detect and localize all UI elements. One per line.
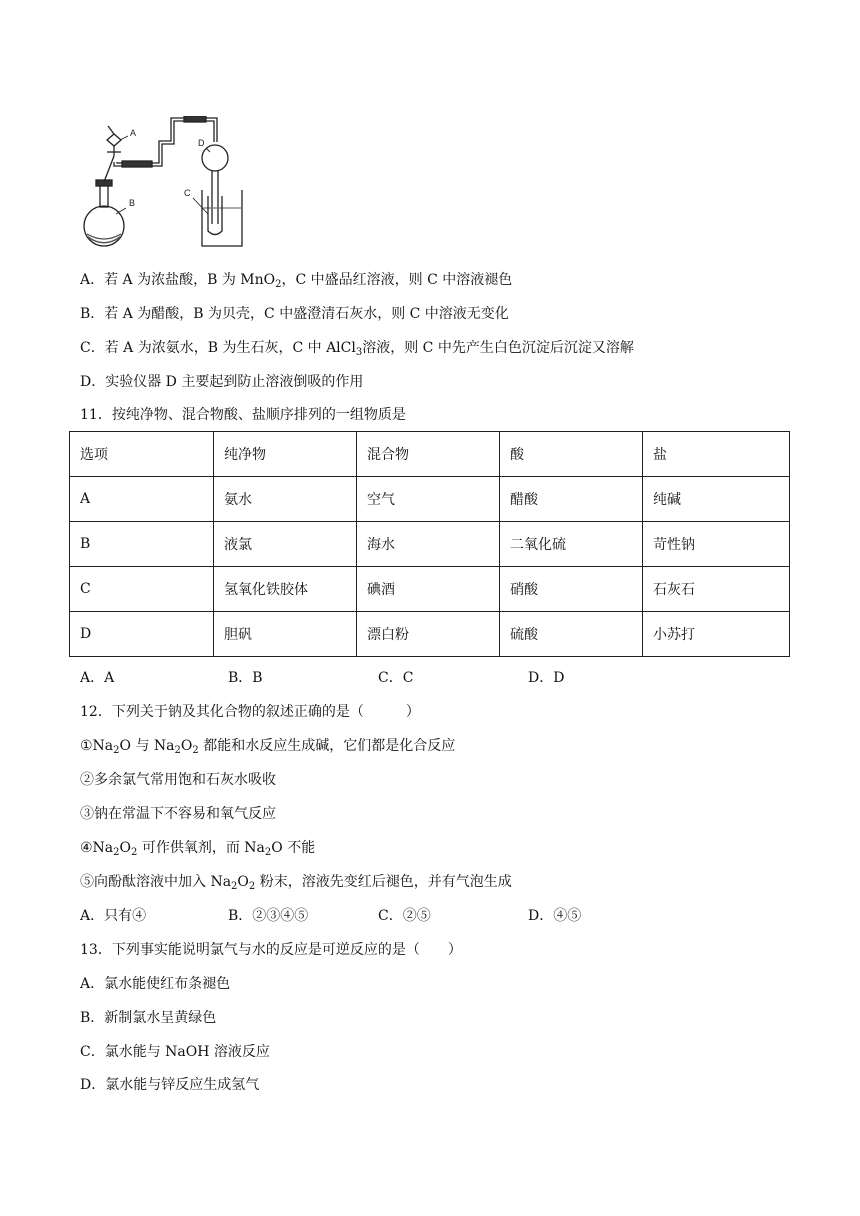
q10-option-c: C．若 A 为浓氨水，B 为生石灰，C 中 AlCl$_3$溶液，则 C 中先产生白色沉淀后沉淀又溶解 (80, 340, 634, 358)
figure-label-a: A (130, 128, 137, 138)
q10-option-d: D．实验仪器 D 主要起到防止溶液倒吸的作用 (80, 374, 364, 390)
table-row (70, 522, 790, 567)
q11-answer-b: B．B (228, 670, 263, 686)
table-cell: 石灰石 (643, 567, 790, 612)
bulb-d (202, 145, 228, 171)
table-cell: 碘酒 (357, 567, 500, 612)
table-header-cell: 选项 (70, 432, 214, 477)
q13-option-a: A．氯水能使红布条褪色 (80, 976, 231, 992)
table-cell: D (70, 612, 214, 657)
figure-label-d: D (198, 138, 205, 148)
q11-answer-a: A．A (80, 670, 115, 686)
table-cell: C (70, 567, 214, 612)
table-row (70, 612, 790, 657)
table-cell: 苛性钠 (643, 522, 790, 567)
funnel-a (107, 134, 121, 146)
q12-item-5: ⑤向酚酞溶液中加入 $Na_2O_2$ 粉末，溶液先变红后褪色，并有气泡生成 (80, 874, 512, 892)
table-cell: 漂白粉 (357, 612, 500, 657)
test-tube-c (208, 196, 222, 235)
table-header-cell: 盐 (643, 432, 790, 477)
table-header-row (70, 432, 790, 477)
table-cell: A (70, 477, 214, 522)
table-cell: 海水 (357, 522, 500, 567)
q11-stem: 11．按纯净物、混合物酸、盐顺序排列的一组物质是 (80, 407, 406, 423)
table-cell: 胆矾 (214, 612, 357, 657)
table-cell: B (70, 522, 214, 567)
table-cell: 硝酸 (500, 567, 643, 612)
table-cell: 空气 (357, 477, 500, 522)
table-cell: 氨水 (214, 477, 357, 522)
flask-b-sediment (87, 234, 121, 239)
q13-option-b: B．新制氯水呈黄绿色 (80, 1010, 217, 1026)
table-row (70, 477, 790, 522)
q12-item-2: ②多余氯气常用饱和石灰水吸收 (80, 772, 276, 788)
q10-option-b: B．若 A 为醋酸，B 为贝壳，C 中盛澄清石灰水，则 C 中溶液无变化 (80, 306, 509, 322)
table-cell: 液氯 (214, 522, 357, 567)
table-cell: 醋酸 (500, 477, 643, 522)
q13-stem: 13．下列事实能说明氯气与水的反应是可逆反应的是（ ） (80, 942, 462, 958)
figure-label-b: B (129, 198, 136, 208)
figure-label-c: C (184, 188, 191, 198)
q12-answer-d: D．④⑤ (528, 908, 582, 924)
q12-answer-c: C．②⑤ (378, 908, 431, 924)
table-cell: 硫酸 (500, 612, 643, 657)
q11-table (69, 431, 790, 657)
table-cell: 二氧化硫 (500, 522, 643, 567)
q12-item-4: $④Na_2O_2$ 可作供氧剂，而 $Na_2O$ 不能 (80, 840, 316, 858)
q12-stem: 12．下列关于钠及其化合物的叙述正确的是（ ） (80, 704, 420, 720)
flask-b (84, 206, 124, 246)
table-row (70, 567, 790, 612)
q13-option-d: D．氯水能与锌反应生成氢气 (80, 1077, 260, 1093)
q12-item-1: $①Na_2O$ 与 $Na_2O_2$ 都能和水反应生成碱，它们都是化合反应 (80, 738, 456, 756)
table-header-cell: 纯净物 (214, 432, 357, 477)
q11-answer-d: D．D (528, 670, 565, 686)
q13-option-c: C．氯水能与 NaOH 溶液反应 (80, 1044, 270, 1060)
table-cell: 小苏打 (643, 612, 790, 657)
q12-item-3: ③钠在常温下不容易和氧气反应 (80, 806, 276, 822)
q12-answer-b: B．②③④⑤ (228, 908, 309, 924)
q10-option-a: A．若 A 为浓盐酸，B 为 MnO$_2$，C 中盛品红溶液，则 C 中溶液褪色 (80, 272, 513, 290)
q11-answer-c: C．C (378, 670, 414, 686)
q12-answer-a: A．只有④ (80, 908, 147, 924)
table-header-cell: 混合物 (357, 432, 500, 477)
apparatus-figure (74, 116, 264, 252)
table-header-cell: 酸 (500, 432, 643, 477)
table-cell: 纯碱 (643, 477, 790, 522)
table-cell: 氢氧化铁胶体 (214, 567, 357, 612)
